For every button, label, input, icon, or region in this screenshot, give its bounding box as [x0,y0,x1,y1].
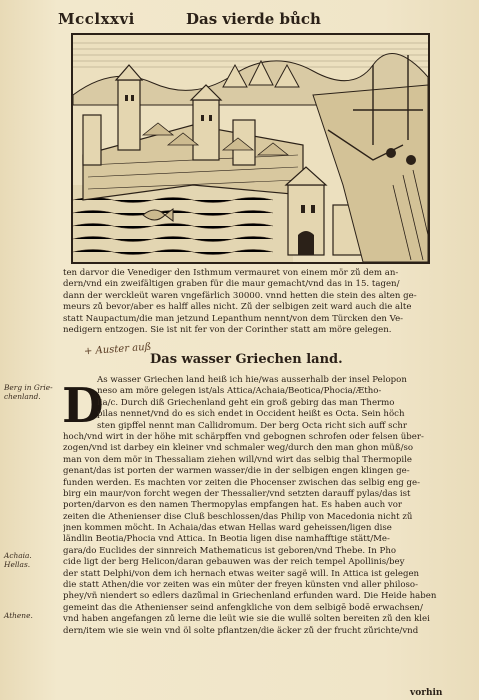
text-line: lia/c. Durch diß Griechenland geht ein groß gebirg das man Thermo [97,397,395,408]
text-line: gara/do Euclides der sinnreich Mathematicus ist geboren/vnd Thebe. In Pho [63,545,397,556]
page-header [58,10,358,32]
text-line: dern/vnd ein zweifältigen graben für die maur gemacht/vnd das in 15. tagen/ [63,279,400,290]
text-line: porten/darvon es den namen Thermopylas empfangen hat. Es haben auch vor [63,500,402,511]
decorated-initial: D [62,378,104,434]
text-line: der statt Delphi/von dem ich hernach etwas weiter sagë will. In Attica ist gelegen [63,568,420,579]
text-line: genant/das ist porten der warmen wasser/die in der selbigen engen klingen ge- [63,466,410,477]
text-line: dann der werckleüt waren vngefärlich 30000. vnnd hetten die stein des alten ge- [63,290,417,301]
catchword: vorhin [410,688,443,698]
margin-note-mountain [4,383,53,401]
text-line: phey/vñ niendert so edlers dazůmal in Griechenland erfunden ward. Die Heide haben [63,591,437,602]
text-line: cide ligt der berg Helicon/daran gebauwen was der reich tempel Apollinis/bey [63,557,405,568]
text-line: hoch/vnd wirt in der höhe mit schärpffen vnd gebognen schrofen oder felsen über- [63,431,424,442]
woodcut-illustration [71,33,430,264]
margin-note-text: Berg in Grie- chenland. [4,383,53,401]
text-line: meurs zů bevor/aber es halff alles nicht. Zů der selbigen zeit ward auch die alte [63,302,412,313]
handwritten-annotation: + Auster auß [83,341,152,358]
running-head: Das vierde bůch [186,10,321,28]
paragraph-isthmus [63,268,463,336]
text-line: jnen kommen möcht. In Achaia/das etwan Hellas ward geheissen/ligen dise [63,523,392,534]
text-line: dern/item wie sie wein vnd öl solte pflantzen/die äcker zů der frucht zůrichte/vnd [63,625,419,636]
folio-number: Mcclxxvi [58,10,135,28]
margin-note-athens [4,611,33,620]
text-line: neso am möre gelegen ist/als Attica/Achaia/Beotica/Phocia/Ætho- [97,386,382,397]
text-line: As wasser Griechen land heiß ich hie/was ausserhalb der insel Pelopon [97,375,407,385]
text-line: funden werden. Es machten vor zeiten die Phocenser zwischen das selbig eng ge- [63,477,421,488]
text-line: sten gipffel nennt man Callidromum. Der berg Octa richt sich auff schr [97,420,407,431]
margin-note-text: Achaia. Hellas. [4,551,32,569]
text-line: ten darvor die Venediger den Isthmum vermauret von einem mör zů dem an- [63,268,399,278]
text-line: die statt Athen/die vor zeiten was ein mûter der freyen künsten vnd aller philoso- [63,580,419,591]
section-heading: Das wasser Griechen land. [150,352,343,367]
text-line: vnd haben angefangen zů lerne die leüt wie sie die wullë solten bereiten zů den klei [63,614,430,625]
text-line: ländlin Beotia/Phocia vnd Attica. In Beotia ligen dise namhafftige stätt/Me- [63,534,390,545]
woodcut-city-scene [73,35,428,262]
margin-note-text: Athene. [4,611,33,620]
text-line: pilas nennet/vnd do es sich endet in Occident heißt es Octa. Sein höch [97,409,405,420]
margin-note-achaia [4,551,32,569]
text-line: gemeint das die Athenienser seind anfengkliche von dem selbigē bodē erwachsen/ [63,602,423,613]
text-line: zeiten die Athenienser dise Cluß beschlossen/das Philip von Macedonia nicht zů [63,511,413,522]
text-line: statt Naupactum/die man jetzund Lepanthum nennt/von dem Türcken den Ve- [63,313,404,324]
text-line: birg ein maur/von forcht wegen der Thessalier/vnd setzten darauff pylas/das ist [63,488,411,499]
paragraph-greek-waters [63,375,463,637]
text-line: zogen/vnd ist darbey ein kleiner vnd schmaler weg/durch den man ghon müß/so [63,443,414,454]
text-line: nedigern entzogen. Sie ist nit fer von der Corinther statt am möre gelegen. [63,324,392,335]
text-line: man von dem mör in Thessaliam ziehen will/vnd wirt das selbig thal Thermopile [63,454,412,465]
